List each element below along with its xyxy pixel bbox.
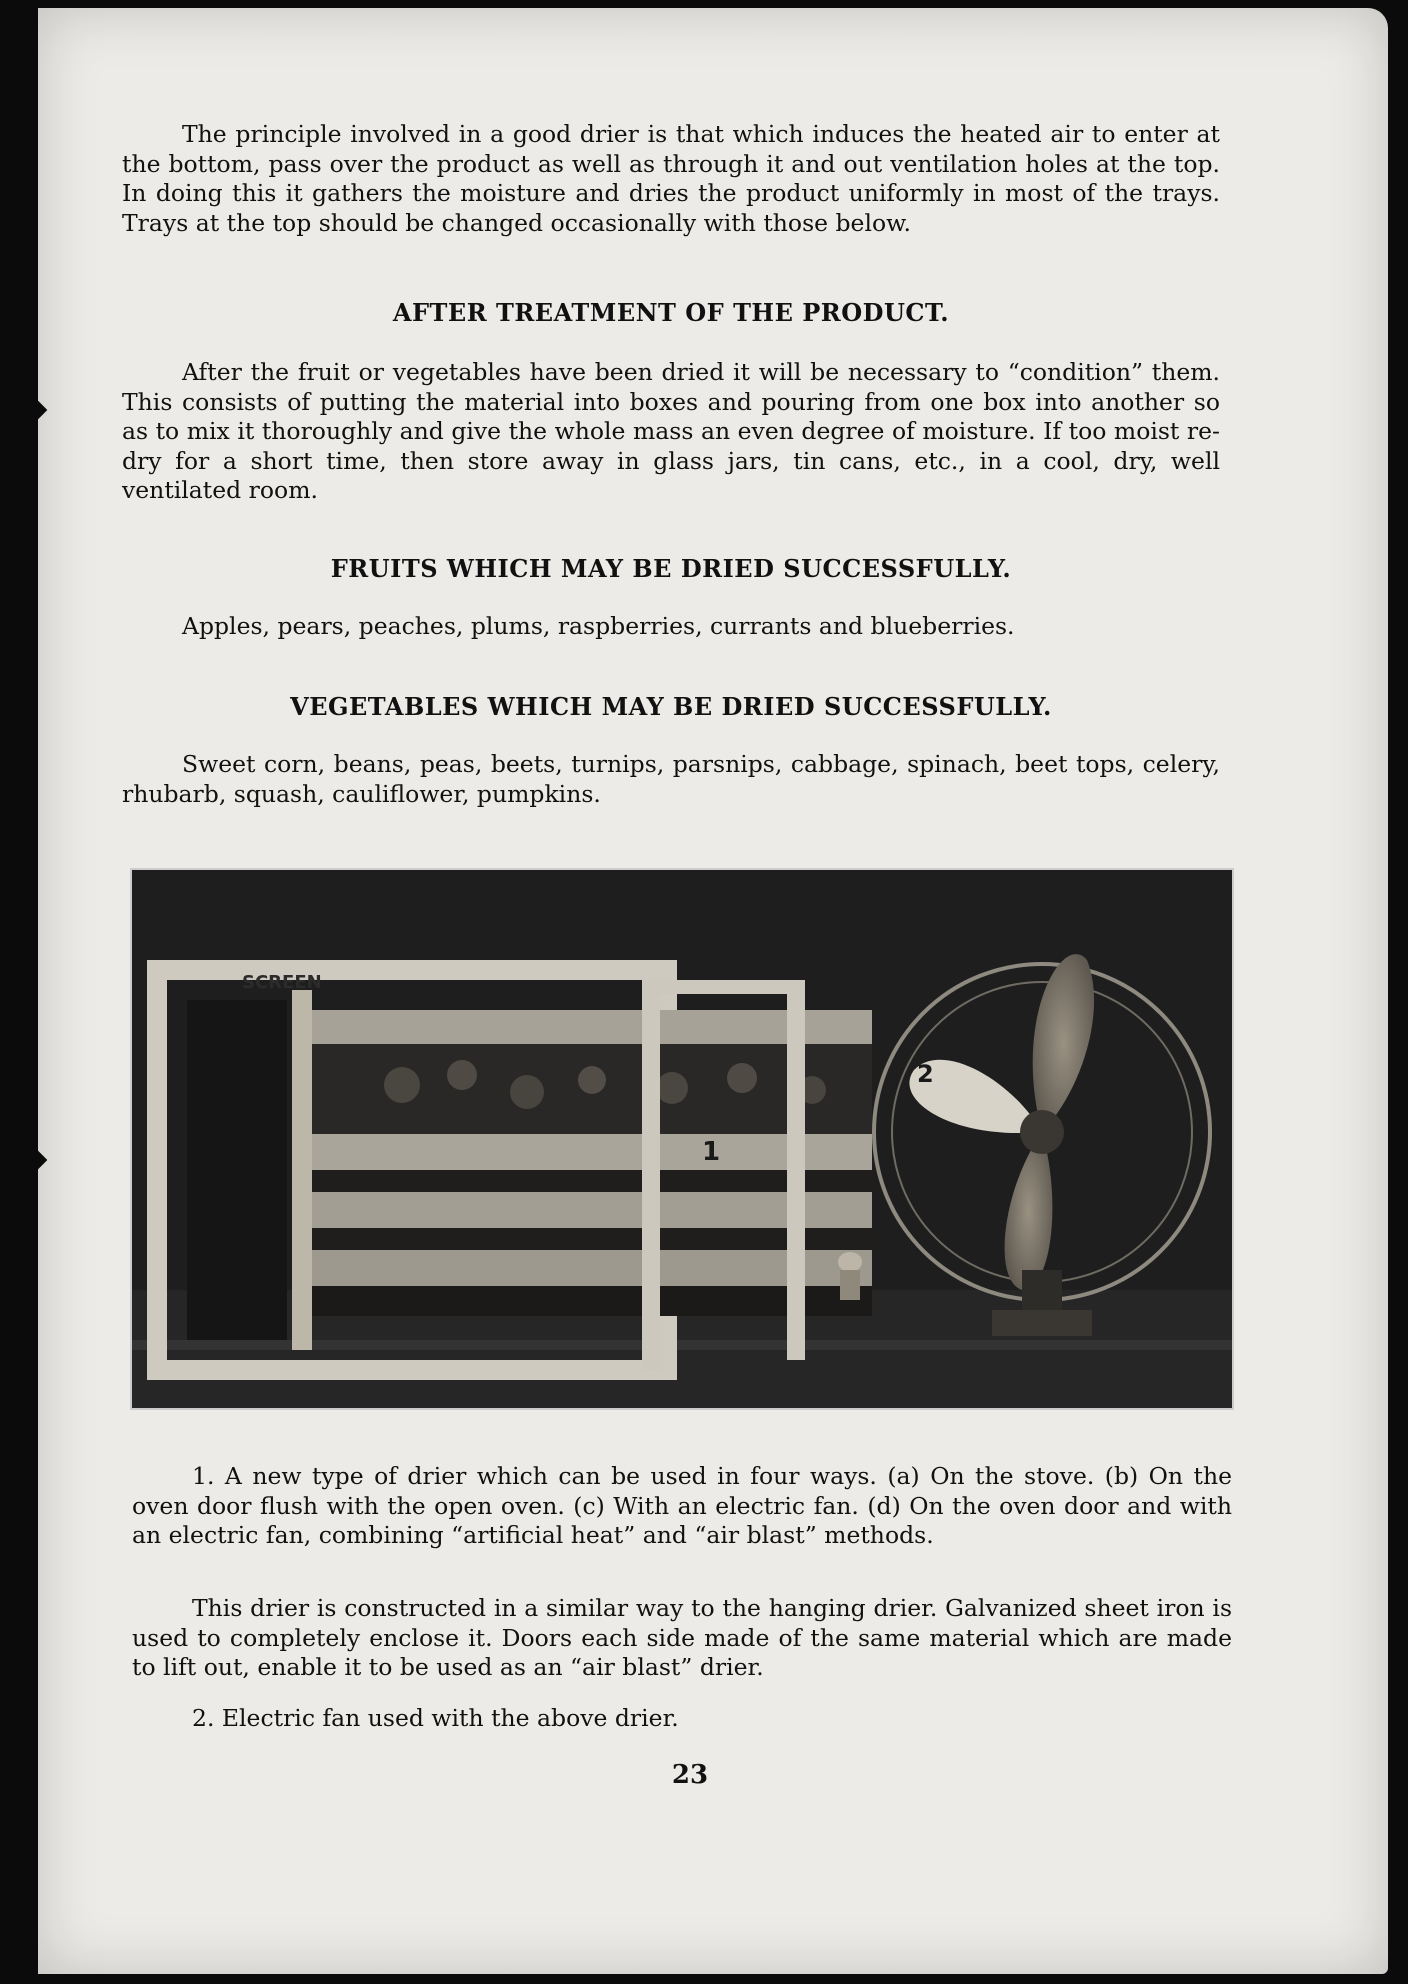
- after-treatment-heading: AFTER TREATMENT OF THE PRODUCT.: [392, 298, 950, 327]
- screen-label: SCREEN: [242, 972, 322, 993]
- construction-paragraph: This drier is constructed in a similar way to the hanging drier. Galvanized sheet iron is used to completely enclose it. Doors each side made of the same material which are made to lift out, enable it to be used as an “air blast” drier.: [132, 1594, 1232, 1681]
- tray-label: 1: [702, 1137, 721, 1167]
- drier-photo-illustration: [132, 870, 1232, 1408]
- figure-caption-1: 1. A new type of drier which can be used in four ways. (a) On the stove. (b) On the oven door flush with the open oven. (c) With an electric fan. (d) On the oven door and with an electric fan, combining “artificial heat” and “air blast” methods.: [132, 1462, 1232, 1549]
- fruits-heading: FRUITS WHICH MAY BE DRIED SUCCESSFULLY.: [330, 554, 1012, 583]
- figure-caption-2: 2. Electric fan used with the above drier.: [192, 1704, 679, 1732]
- fan-label: 2: [917, 1060, 934, 1088]
- drier-photograph: [130, 868, 1234, 1410]
- after-treatment-paragraph: After the fruit or vegetables have been dried it will be necessary to “condition” them. This consists of putting the material into boxes and pouring from one box into another so as to mix it thoroughly and give the whole mass an even degree of moisture. If too moist re-dry for a short time, then store away in glass jars, tin cans, etc., in a cool, dry, well ventilated room.: [122, 358, 1220, 504]
- fruits-paragraph: Apples, pears, peaches, plums, raspberries, currants and blueberries.: [182, 612, 1015, 640]
- principle-paragraph: The principle involved in a good drier is that which induces the heated air to enter at the bottom, pass over the product as well as through it and out ventilation holes at the top. In doing this it gathers the moisture and dries the product uniformly in most of the trays. Trays at the top should be changed occasionally with those below.: [122, 120, 1220, 237]
- knob-icon: [838, 1252, 862, 1300]
- vegetables-heading: VEGETABLES WHICH MAY BE DRIED SUCCESSFULLY.: [290, 692, 1052, 721]
- vegetables-paragraph: Sweet corn, beans, peas, beets, turnips, parsnips, cabbage, spinach, beet tops, celery, rhubarb, squash, cauliflower, pumpkins.: [122, 750, 1220, 808]
- page-number: 23: [671, 1760, 709, 1790]
